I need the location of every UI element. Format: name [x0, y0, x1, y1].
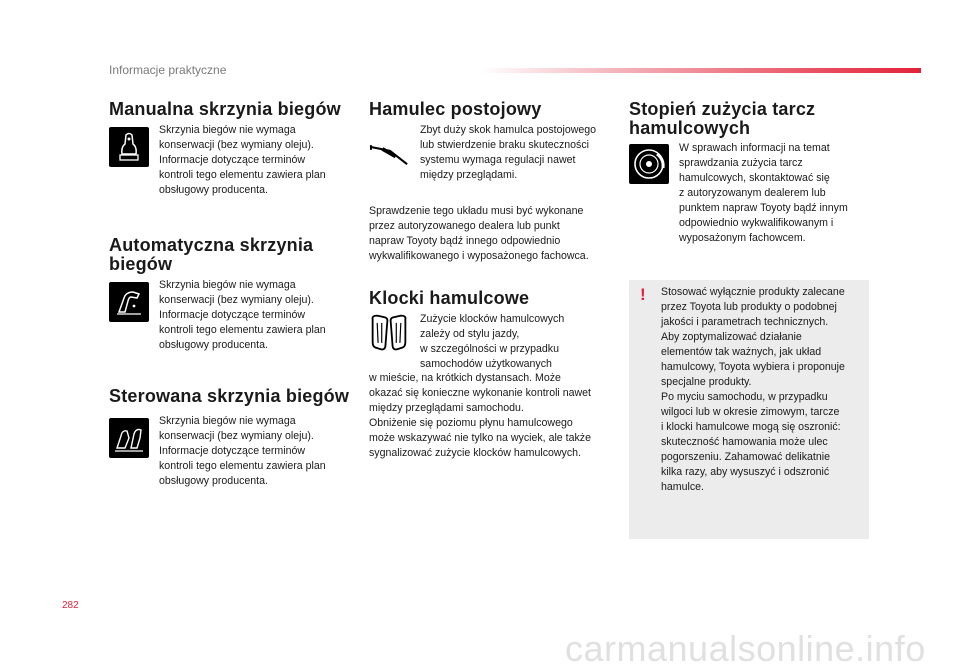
heading-automatic-gearbox: Automatyczna skrzynia biegów — [109, 235, 314, 274]
parking-brake-lever-icon — [369, 127, 411, 167]
manual-gearbox-text: Skrzynia biegów nie wymaga konserwacji (bez wymiany oleju). Informacje dotyczące terminów kontroli tego elementu zawiera plan obsługowy producenta. — [159, 124, 326, 196]
parking-brake-paragraph: Sprawdzenie tego układu musi być wykonane przez autoryzowanego dealera lub punkt napraw Toyoty bądź innego odpowiednio wykwalifikowanego i wyposażonego fachowca. — [369, 205, 589, 262]
heading-parking-brake: Hamulec postojowy — [369, 99, 542, 119]
brake-disc-icon — [629, 144, 669, 184]
brake-disc-text: W sprawach informacji na temat sprawdzania zużycia tarcz hamulcowych, skontaktować się z autoryzowanym dealerem lub punktem napraw Toyoty bądź innym odpowiednio wykwalifikowanym i wyposażonym fachowcem. — [679, 142, 848, 244]
automatic-gear-selector-icon — [109, 282, 149, 322]
page-number: 282 — [62, 600, 79, 611]
heading-brake-disc-wear: Stopień zużycia tarcz hamulcowych — [629, 99, 816, 138]
heading-sequential-gearbox: Sterowana skrzynia biegów — [109, 386, 350, 406]
automatic-gearbox-text: Skrzynia biegów nie wymaga konserwacji (bez wymiany oleju). Informacje dotyczące terminów kontroli tego elementu zawiera plan obsługowy producenta. — [159, 279, 326, 351]
brake-pads-icon — [369, 312, 411, 356]
brake-pads-text: Zużycie klocków hamulcowych zależy od stylu jazdy, w szczególności w przypadku samochodów użytkowanych — [420, 313, 565, 370]
manual-gear-shifter-icon — [109, 127, 149, 167]
warning-text: Stosować wyłącznie produkty zalecane przez Toyota lub produkty o podobnej jakości i parametrach technicznych. Aby zoptymalizować działanie elementów tak ważnych, jak układ hamulcowy, Toyota wybiera i proponuje specjalne produkty. Po myciu samochodu, w przypadku wilgoci lub w okresie zimowym, tarcze i klocki hamulcowe mogą się oszronić: skuteczność hamowania może ulec pogorszeniu. Zahamować delikatnie kilka razy, aby wysuszyć i odszronić hamulce. — [661, 286, 845, 493]
warning-exclamation-icon: ! — [640, 285, 646, 304]
heading-manual-gearbox: Manualna skrzynia biegów — [109, 99, 341, 119]
sequential-gearbox-icon — [109, 418, 149, 458]
watermark: carmanualsonline.info — [565, 628, 926, 669]
parking-brake-text: Zbyt duży skok hamulca postojowego lub stwierdzenie braku skuteczności systemu wymaga regulacji nawet między przeglądami. — [420, 124, 597, 181]
section-header: Informacje praktyczne — [109, 63, 227, 77]
header-accent-bar — [480, 68, 921, 73]
heading-brake-pads: Klocki hamulcowe — [369, 288, 530, 308]
sequential-gearbox-text: Skrzynia biegów nie wymaga konserwacji (bez wymiany oleju). Informacje dotyczące terminów kontroli tego elementu zawiera plan obsługowy producenta. — [159, 415, 326, 487]
brake-pads-paragraph: w mieście, na krótkich dystansach. Może okazać się konieczne wykonanie kontroli nawet między przeglądami samochodu. Obniżenie się poziomu płynu hamulcowego może wskazywać nie tylko na wyciek, ale także sygnalizować zużycie klocków hamulcowych. — [369, 372, 592, 459]
